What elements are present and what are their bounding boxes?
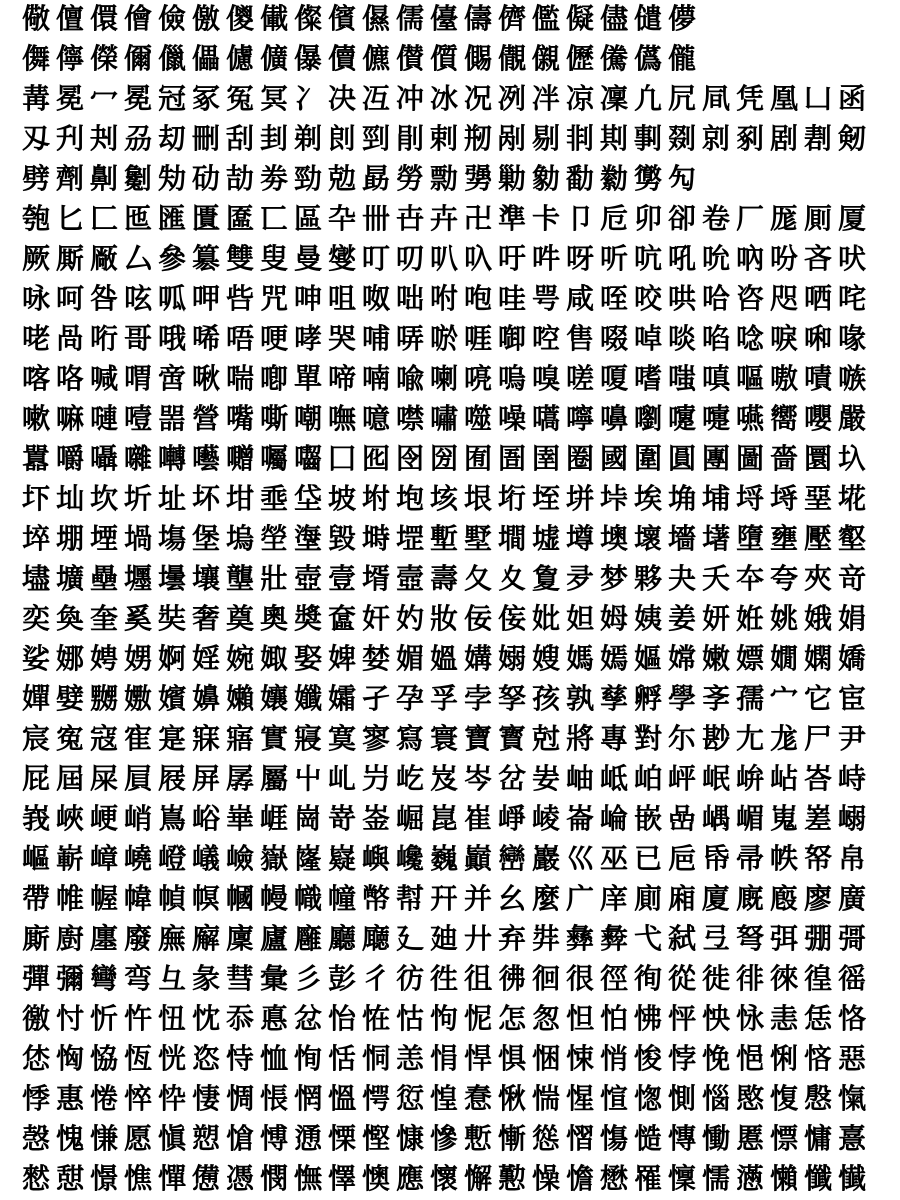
character-row: 宸寃寇寉寔寐寤實寢寞寥寫寰寶寳尅將專對尓尠尢尨尸尹 (22, 722, 873, 755)
character-row: 奕奐奎奚奘奢奠奧奬奩奸妁妝佞侫妣妲姆姨姜妍姙姚娥娟 (22, 602, 873, 635)
character-row: 嗽嘛嗹噎噐營嘴嘶嘲嘸噫噤嘯噬噪嚆嚀嚊嚠嚔嚏嚥嚮嚶嚴 (22, 402, 873, 435)
character-row: 劈劑劓劖劮劯劼劵勁勊勗勞勡勥勦勨勫勬勶勼 (22, 162, 703, 195)
character-row: 囂嚼囁囃囀囈囎囑囓囗囮囹圀囿圄圉圈國圍圓團圖嗇圜圦 (22, 442, 873, 475)
character-row: 娑娜娉娚婀婬婉娵娶婢婪媚媼媾嫋嫂媽嫣嫗嫦嫩嫖嫺嫻嬌 (22, 642, 873, 675)
character-row: 廝廚廛廢廡廨廩廬廱廳廰廴廸廾弃弉彝彜弋弑弖弩弭弸彁 (22, 922, 873, 955)
character-row: 愨愧慊愿愼愬愴愽慂慄慳慷慘慙慚慫慴慯慥慱慟慝慓慵憙 (22, 1122, 873, 1155)
character-row: 峩峽峺峭嶌峪崋崕崗嵜崟崛崑崔崢崚崙崘嵌嵒嵎嵋嵬嵳嵶 (22, 802, 873, 835)
character-row: 儛儜儝儞儠儡儢儣儤儥儦儧儨儩儬儭儮儯儰儱 (22, 42, 703, 75)
character-row: 咾咼哘哥哦唏唔哽哮哭哺哢唹啀啣啌售啜啅啖啗唸唳啝喙 (22, 322, 873, 355)
character-row: 嬋嬖嬲嫐嬪嬶嬾孃孅孀孑孕孚孛孥孩孰孳孵學斈孺宀它宦 (22, 682, 873, 715)
character-row: 彈彌彎弯彑彖彗彙彡彭彳彷徃徂彿徊很徑徇從徙徘徠徨徭 (22, 962, 873, 995)
character-row: 刄刋刔刕刧刪刮刲剃剆剄剈剌剏剐剔剕剘剚剟剠剢剧剨剱 (22, 122, 873, 155)
character-sheet (22, 0, 882, 1200)
character-row: 帶帷幄幃幀幎幗幔幟幢幤幇幵并幺麼广庠廁廂廈廐廏廖廣 (22, 882, 873, 915)
character-row: 厥厮厰厶參簒雙叟曼燮叮叨叭叺吁吽呀听吭吼吮吶吩吝吠 (22, 242, 873, 275)
character-row: 埣堋堙堝塲堡塢塋塰毀塒堽塹墅墹墟墫墺壞墻墸墮壅壓壑 (22, 522, 873, 555)
character-row: 徼忖忻忤忸忱忝悳忿怡恠怙怐怩怎怱怛怕怫怦怏怺恚恁恪 (22, 1002, 873, 1035)
character-row: 憖憇憬憔憚憊憑憫憮懌懊應懷懈懃懆憺懋罹懍懦懣懶懺懴 (22, 1162, 873, 1195)
character-row: 悸惠惓悴忰悽惆悵惘慍愕愆惶惷愀惴惺愃愡惻惱愍愎慇愾 (22, 1082, 873, 1115)
character-row: 喀咯喊喟啻啾喘喞單啼喃喩喇喨嗚嗅嗟嗄嗜嗤嗔嘔嗷嘖嗾 (22, 362, 873, 395)
character-row: 嶇嶄嶂嶢嶝嶬嶮嶽嶐嶷嶼巉巍巓巒巖巛巫已巵帋帚帙帑帛 (22, 842, 873, 875)
character-row: 恷恟恊恆恍恣恃恤恂恬恫恙悁悍惧悃悚悄悛悖悗悒悧悋惡 (22, 1042, 873, 1075)
character-row: 匏匕匚匜匯匱匲匸區卆卌卋卉卍準卡卩卮卯卻卷厂厖厠厦 (22, 202, 873, 235)
character-row: 屁屆屎屓屐屏孱屬屮乢屶屹岌岑岔妛岫岻岶岼岷峅岾峇峙 (22, 762, 873, 795)
character-row: 儆儃儇儈儉儌儍儎儏儐儑儒儓儔儕儖儗儘儙儚 (22, 2, 703, 35)
character-row: 咏呵咎呟呱呷呰咒呻咀呶咄咐咆哇咢咸咥咬哄哈咨咫哂咤 (22, 282, 873, 315)
character-row: 冓冕冖冕冠冢冤冥冫决冱冲冰况冽冸凉凜凢凥凬凭凰凵函 (22, 82, 873, 115)
character-row: 壗壙壘壥壜壤壟壯壺壹壻壼壽夂夊夐夛梦夥夬夭夲夸夾竒 (22, 562, 873, 595)
character-row: 圷圸坎圻址坏坩埀垈坡坿垉垓垠垳垤垪垰埃埆埔埒埓堊埖 (22, 482, 873, 515)
